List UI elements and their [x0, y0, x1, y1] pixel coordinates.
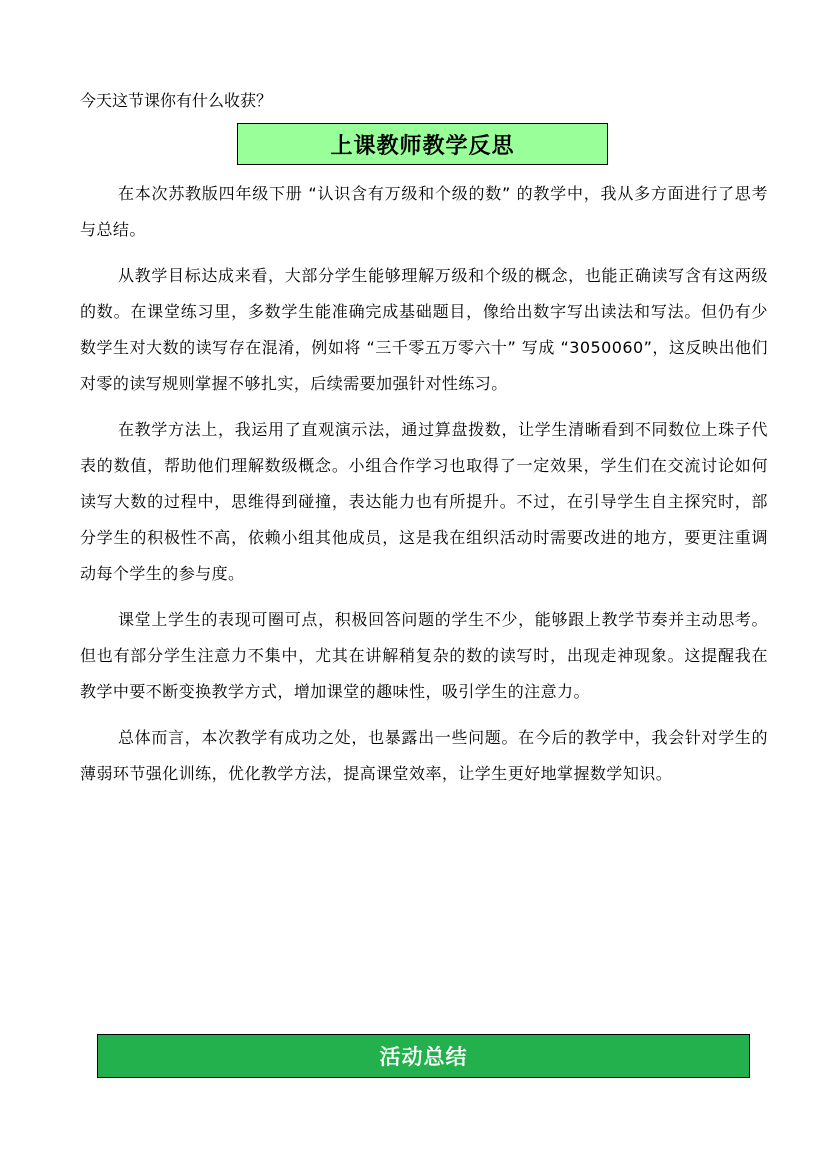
- paragraph: 在教学方法上，我运用了直观演示法，通过算盘拨数，让学生清晰看到不同数位上珠子代表的数值，帮助他们理解数级概念。小组合作学习也取得了一定效果，学生们在交流讨论如何读写大数的过程中，思维得到碰撞，表达能力也有所提升。不过，在引导学生自主探究时，部分学生的积极性不高，依赖小组其他成员，这是我在组织活动时需要改进的地方，要更注重调动每个学生的参与度。: [80, 420, 768, 583]
- summary-header-title: 活动总结: [379, 1045, 468, 1069]
- paragraph: 课堂上学生的表现可圈可点，积极回答问题的学生不少，能够跟上教学节奏并主动思考。但也有部分学生注意力不集中，尤其在讲解稍复杂的数的读写时，出现走神现象。这提醒我在教学中要不断变换教学方式，增加课堂的趣味性，吸引学生的注意力。: [80, 610, 768, 701]
- reflection-header-title: 上课教师教学反思: [330, 133, 515, 159]
- reflection-body: [80, 176, 768, 802]
- paragraph: 从教学目标达成来看，大部分学生能够理解万级和个级的概念，也能正确读写含有这两级的数。在课堂练习里，多数学生能准确完成基础题目，像给出数字写出读法和写法。但仍有少数学生对大数的读写存在混淆，例如将 “三千零五万零六十” 写成 “3050060”，这反映出他们对零的读写规则掌握不够扎实，后续需要加强针对性练习。: [80, 266, 768, 393]
- intro-question: 今天这节课你有什么收获？: [80, 91, 273, 110]
- paragraph: 在本次苏教版四年级下册 “认识含有万级和个级的数” 的教学中，我从多方面进行了思考与总结。: [80, 184, 768, 239]
- paragraph: 总体而言，本次教学有成功之处，也暴露出一些问题。在今后的教学中，我会针对学生的薄弱环节强化训练，优化教学方法，提高课堂效率，让学生更好地掌握数学知识。: [80, 728, 768, 783]
- reflection-header: [237, 123, 608, 165]
- summary-header: [97, 1034, 750, 1078]
